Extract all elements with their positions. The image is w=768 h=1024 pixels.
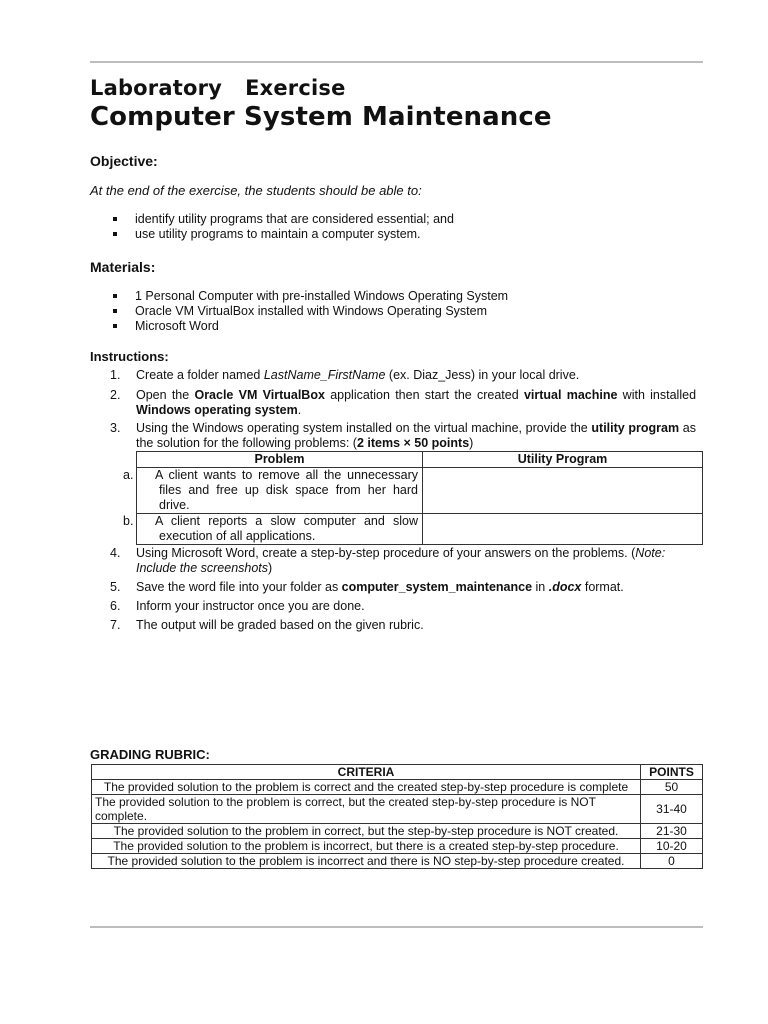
step-bold-italic: .docx	[548, 580, 582, 594]
table-header-row	[92, 765, 703, 780]
problem-text: A client wants to remove all the unnecessary files and free up disk space from her hard drive.	[155, 468, 418, 512]
rubric-table	[91, 764, 703, 869]
step-italic: Note: Include the screenshots	[136, 546, 666, 575]
criteria-cell: The provided solution to the problem is correct, but the created step-by-step procedure is NOT complete.	[92, 795, 641, 824]
step-bold: Windows operating system	[136, 403, 298, 417]
step-text: Using Microsoft Word, create a step-by-step procedure of your answers on the problems. (	[136, 546, 636, 560]
document-title: Computer System Maintenance	[90, 102, 552, 132]
step-text: )	[268, 561, 273, 575]
step-italic: LastName_FirstName	[263, 368, 386, 382]
problem-table	[123, 451, 703, 545]
points-cell: 50	[641, 780, 703, 795]
step-bold: utility program	[591, 421, 680, 435]
utility-cell[interactable]	[423, 514, 703, 545]
step-text: as the solution for the following problems: (	[136, 421, 696, 450]
materials-list	[112, 289, 508, 334]
step-text: The output will be graded based on the given rubric.	[136, 618, 424, 632]
problem-cell	[123, 514, 423, 545]
column-header-utility: Utility Program	[423, 452, 703, 468]
problem-label: a.	[123, 468, 134, 482]
column-header-points: POINTS	[641, 765, 703, 780]
column-header-criteria: CRITERIA	[92, 765, 641, 780]
step-number: 1.	[110, 368, 121, 382]
step-text: application then start the created	[324, 388, 524, 402]
list-item: identify utility programs that are considered essential; and	[112, 212, 454, 227]
list-item: use utility programs to maintain a computer system.	[112, 227, 454, 242]
utility-cell[interactable]	[423, 468, 703, 514]
instructions-heading: Instructions:	[90, 349, 169, 364]
bottom-divider	[90, 926, 703, 928]
column-header-problem: Problem	[137, 452, 423, 468]
table-row	[92, 780, 703, 795]
step-number: 6.	[110, 599, 121, 613]
document-subtitle: Laboratory Exercise	[90, 76, 346, 100]
rubric-heading: GRADING RUBRIC:	[90, 747, 210, 762]
problem-text: A client reports a slow computer and slow execution of all applications.	[155, 514, 418, 543]
criteria-cell: The provided solution to the problem is incorrect and there is NO step-by-step procedure created.	[92, 854, 641, 869]
problem-label: b.	[123, 514, 134, 528]
materials-heading: Materials:	[90, 259, 156, 275]
points-cell: 21-30	[641, 824, 703, 839]
table-row	[92, 824, 703, 839]
table-row	[137, 514, 703, 545]
step-text: Using the Windows operating system installed on the virtual machine, provide the	[136, 421, 592, 435]
list-item: Oracle VM VirtualBox installed with Windows Operating System	[112, 304, 508, 319]
step-text: with installed	[617, 388, 697, 402]
objective-list	[112, 212, 454, 242]
step-bold: virtual machine	[523, 388, 618, 402]
step-text: in	[532, 580, 549, 594]
list-item: 1 Personal Computer with pre-installed Windows Operating System	[112, 289, 508, 304]
table-row	[92, 795, 703, 824]
step-text: )	[469, 436, 474, 450]
step-bold: Oracle VM VirtualBox	[194, 388, 325, 402]
table-row	[92, 839, 703, 854]
step-text: Save the word file into your folder as	[136, 580, 342, 594]
step-text: format.	[581, 580, 624, 594]
step-text: .	[297, 403, 302, 417]
top-divider	[90, 61, 703, 63]
criteria-cell: The provided solution to the problem is correct and the created step-by-step procedure is complete	[92, 780, 641, 795]
table-row	[137, 468, 703, 514]
criteria-cell: The provided solution to the problem in correct, but the step-by-step procedure is NOT created.	[92, 824, 641, 839]
step-bold: 2 items × 50 points	[356, 436, 470, 450]
objective-heading: Objective:	[90, 153, 158, 169]
step-text: Inform your instructor once you are done.	[136, 599, 365, 613]
problem-cell	[123, 468, 423, 514]
step-bold: computer_system_maintenance	[341, 580, 533, 594]
table-row	[92, 854, 703, 869]
criteria-cell: The provided solution to the problem is incorrect, but there is a created step-by-step procedure.	[92, 839, 641, 854]
step-number: 5.	[110, 580, 121, 594]
step-text: Open the	[136, 388, 195, 402]
objective-intro: At the end of the exercise, the students should be able to:	[90, 183, 422, 198]
step-number: 2.	[110, 388, 121, 402]
step-text: Create a folder named	[136, 368, 264, 382]
step-text: (ex. Diaz_Jess) in your local drive.	[385, 368, 580, 382]
points-cell: 31-40	[641, 795, 703, 824]
step-number: 7.	[110, 618, 121, 632]
points-cell: 10-20	[641, 839, 703, 854]
step-number: 3.	[110, 421, 121, 435]
list-item: Microsoft Word	[112, 319, 508, 334]
table-header-row	[137, 452, 703, 468]
points-cell: 0	[641, 854, 703, 869]
step-number: 4.	[110, 546, 121, 560]
